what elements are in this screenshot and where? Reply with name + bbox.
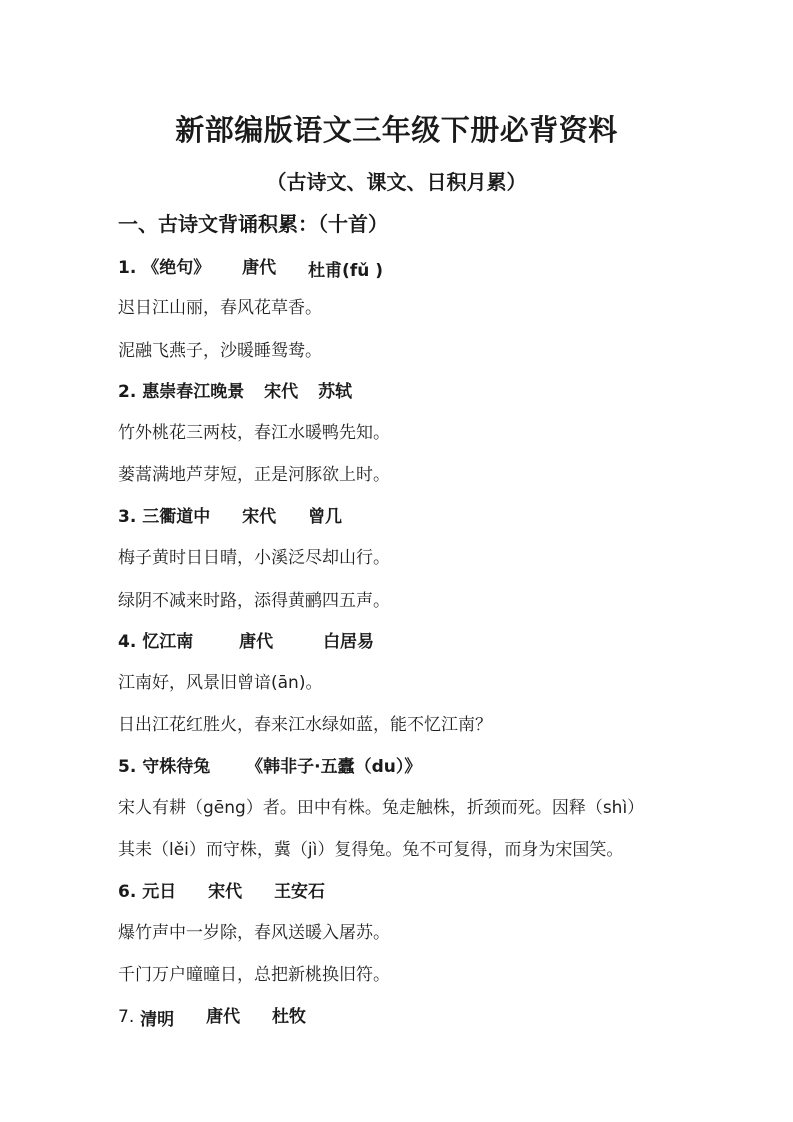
- poem-line: 蒌蒿满地芦芽短，正是河豚欲上时。: [118, 465, 390, 485]
- poem-line: 梅子黄时日日晴，小溪泛尽却山行。: [118, 548, 390, 568]
- poem-heading-7: [118, 1002, 306, 1030]
- poem-title: 《绝句》: [142, 258, 211, 278]
- poem-title: 清明: [140, 1010, 175, 1030]
- poem-author: 苏轼: [318, 382, 353, 402]
- poem-author: 曾几: [308, 507, 343, 527]
- page-title: 新部编版语文三年级下册必背资料: [175, 113, 618, 147]
- poem-author: 王安石: [274, 882, 326, 902]
- poem-line: 宋人有耕（gēng）者。田中有株。兔走触株，折颈而死。因释（shì）: [118, 798, 645, 818]
- poem-number: 1.: [118, 258, 137, 278]
- poem-source: 《韩非子·五蠹（du）》: [246, 757, 422, 777]
- poem-dynasty: 唐代: [206, 1007, 241, 1027]
- poem-line: 绿阴不减来时路，添得黄鹂四五声。: [118, 591, 390, 611]
- poem-line: 千门万户曈曈日，总把新桃换旧符。: [118, 965, 390, 985]
- poem-title: 忆江南: [142, 632, 194, 652]
- poem-heading-1: [118, 253, 384, 281]
- poem-title: 守株待兔: [142, 757, 211, 777]
- poem-number: 2.: [118, 382, 137, 402]
- poem-line: 爆竹声中一岁除，春风送暖入屠苏。: [118, 923, 390, 943]
- poem-heading-3: [118, 502, 342, 527]
- poem-title: 惠崇春江晚景: [142, 382, 245, 402]
- poem-number: 7.: [118, 1007, 135, 1027]
- page-subtitle: （古诗文、课文、日积月累）: [266, 170, 527, 194]
- poem-author: 杜甫(fǔ ): [308, 261, 384, 281]
- poem-line: 泥融飞燕子，沙暖睡鸳鸯。: [118, 341, 322, 361]
- poem-heading-2: [118, 377, 352, 402]
- poem-author: 杜牧: [272, 1007, 306, 1027]
- poem-author: 白居易: [323, 632, 375, 652]
- poem-line: 其耒（lěi）而守株，冀（jì）复得兔。兔不可复得，而身为宋国笑。: [118, 840, 624, 860]
- poem-line: 竹外桃花三两枝，春江水暖鸭先知。: [118, 423, 390, 443]
- poem-dynasty: 宋代: [242, 507, 277, 527]
- poem-dynasty: 唐代: [239, 632, 274, 652]
- poem-number: 6.: [118, 882, 137, 902]
- poem-line: 迟日江山丽，春风花草香。: [118, 298, 322, 318]
- poem-line: 日出江花红胜火，春来江水绿如蓝，能不忆江南？: [118, 715, 492, 735]
- poem-number: 5.: [118, 757, 137, 777]
- poem-dynasty: 宋代: [208, 882, 243, 902]
- poem-number: 4.: [118, 632, 137, 652]
- poem-line: 江南好，风景旧曾谙(ān)。: [118, 673, 323, 693]
- poem-number: 3.: [118, 507, 137, 527]
- poem-dynasty: 唐代: [242, 258, 277, 278]
- section-heading: 一、古诗文背诵积累：（十首）: [118, 212, 388, 236]
- poem-title: 三衢道中: [142, 507, 211, 527]
- poem-dynasty: 宋代: [264, 382, 299, 402]
- poem-heading-6: [118, 877, 325, 902]
- poem-heading-5: [118, 752, 421, 777]
- poem-title: 元日: [142, 882, 177, 902]
- poem-heading-4: [118, 627, 374, 652]
